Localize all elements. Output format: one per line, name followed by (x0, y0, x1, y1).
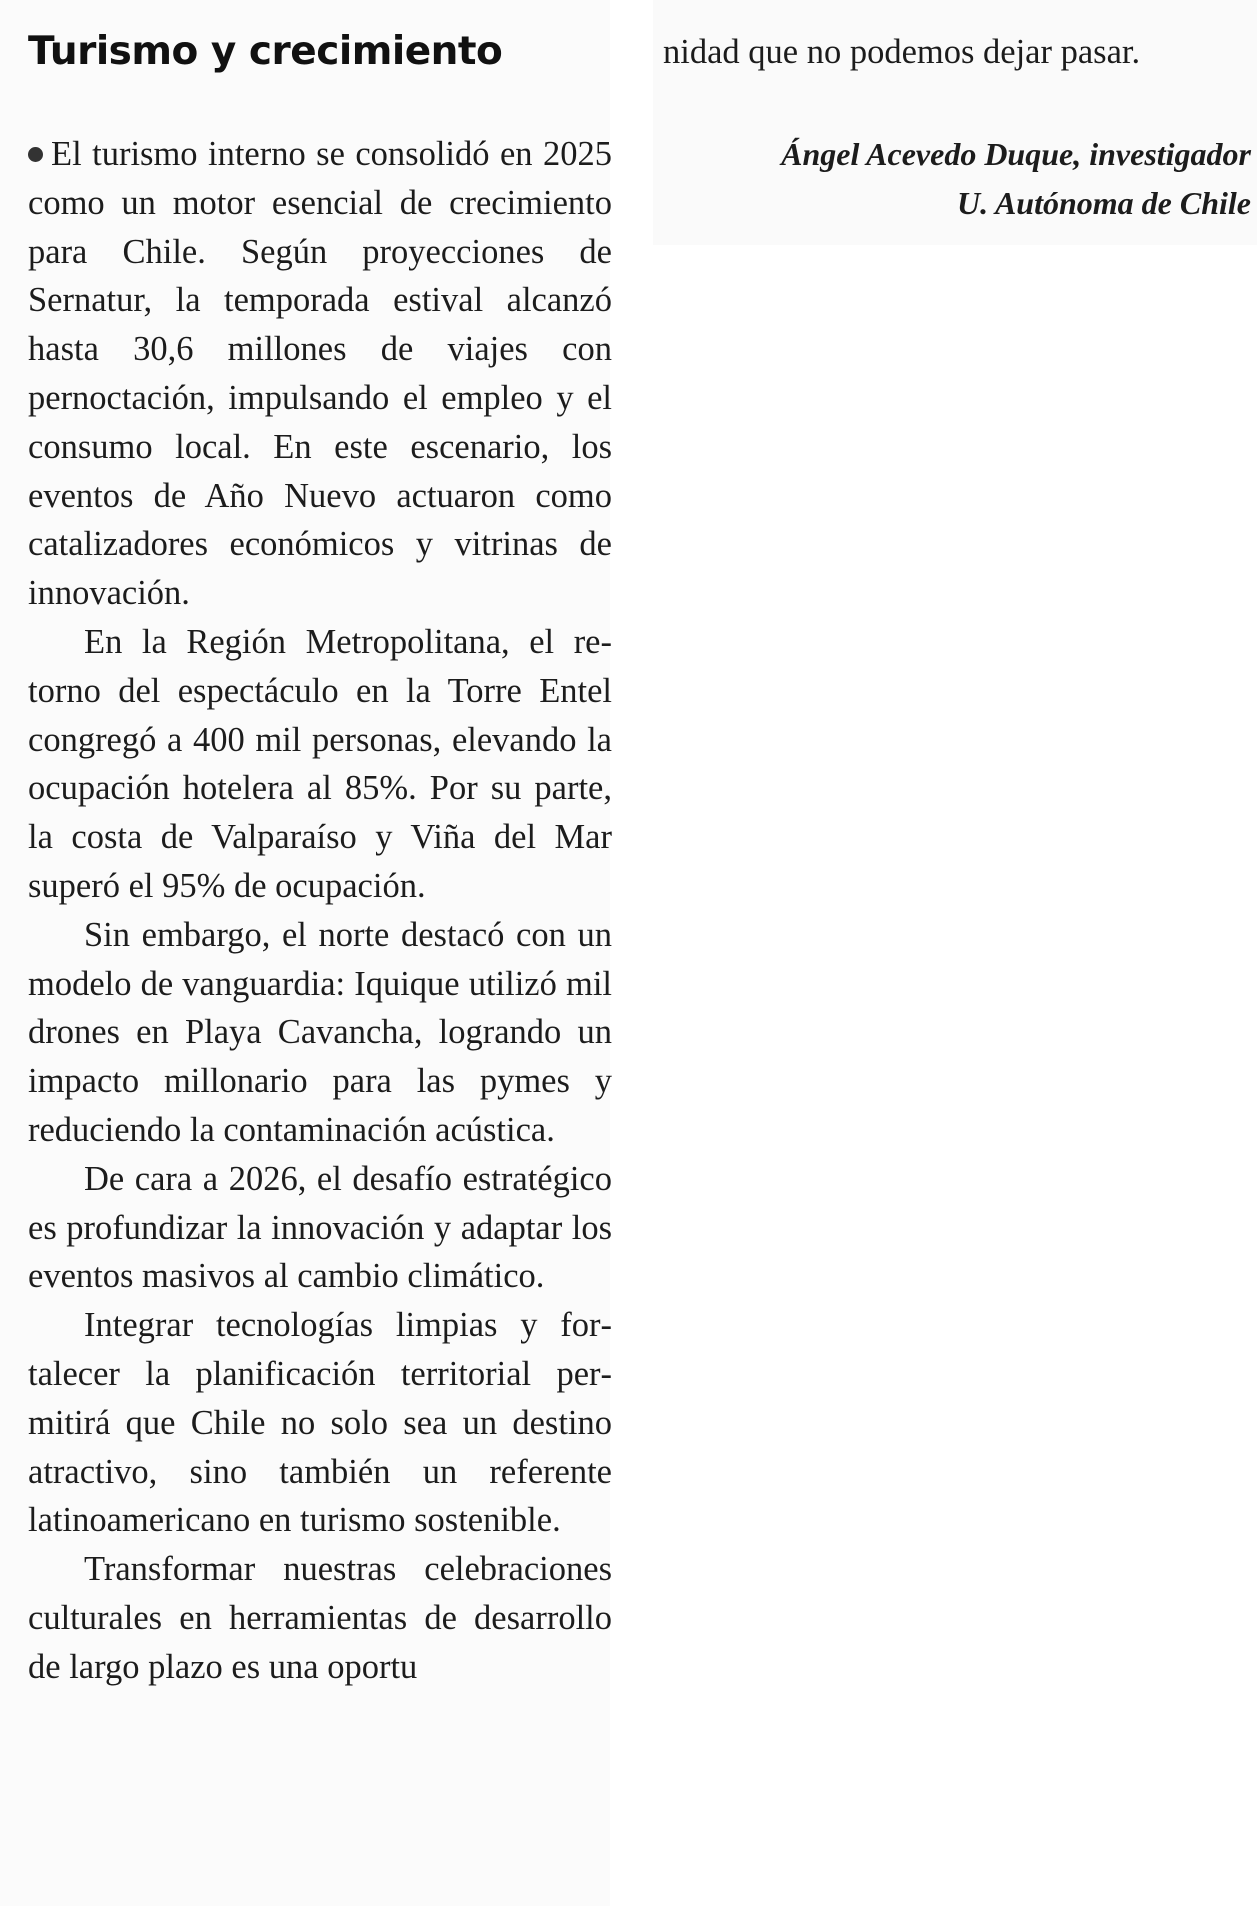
continuation-text: nidad que no podemos dejar pasar. (663, 33, 1141, 71)
bullet-icon (28, 147, 43, 162)
paragraph-5: Integrar tecnologías limpias y fortalecer la planificación territorial permitirá que Chile no solo sea un destino atractivo, sino también un referente latinoamericano en turismo sostenible. (28, 1306, 612, 1540)
paragraph-1 (28, 130, 612, 618)
author-signature (653, 130, 1251, 228)
paragraph-6: Transformar nuestras celebraciones culturales en herramientas de desarrollo de largo plazo es una oportu (28, 1550, 612, 1686)
paragraph-2: En la Región Metropolitana, el retorno del espectáculo en la Torre Entel congregó a 400 mil personas, elevando la ocupación hotelera al 85%. Por su parte, la costa de Valparaíso y Viña del Mar superó el 95% de ocupación. (28, 622, 612, 905)
author-affiliation: U. Autónoma de Chile (957, 185, 1251, 221)
article-headline: Turismo y crecimiento (28, 29, 503, 74)
article-body (28, 130, 612, 1692)
paragraph-4: De cara a 2026, el desafío estratégico es profundizar la innovación y adaptar los eventos masivos al cambio climático. (28, 1159, 612, 1296)
author-name: Ángel Acevedo Duque, investigador (781, 136, 1251, 172)
paragraph-3: Sin embargo, el norte destacó con un modelo de vanguardia: Iquique utilizó mil drones en Playa Cavancha, logrando un impacto millonario para las pymes y reduciendo la contaminación acústica. (28, 915, 612, 1149)
paragraph-1-text: El turismo interno se consolidó en 2025 como un motor esencial de crecimiento para Chile. Según proyecciones de Sernatur, la temporada estival alcanzó hasta 30,6 millones de viajes con pernoctación, impulsando el empleo y el consumo local. En este escenario, los eventos de Año Nuevo actuaron como catalizadores económicos y vitrinas de innovación. (28, 135, 612, 613)
